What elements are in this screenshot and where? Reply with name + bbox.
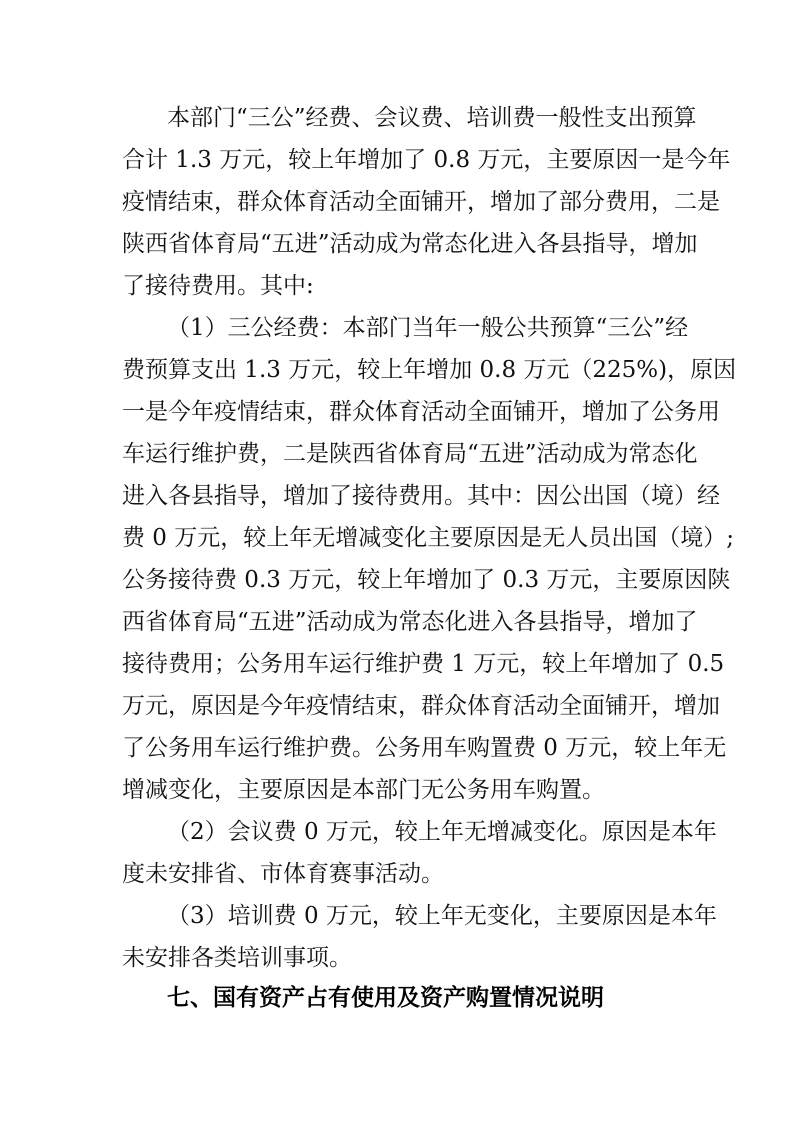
paragraph-line: 万元，原因是今年疫情结束，群众体育活动全面铺开，增加 [122, 693, 720, 719]
paragraph-line: 进入各县指导，增加了接待费用。其中：因公出国（境）经 [122, 483, 720, 509]
paragraph-line: 本部门“三公”经费、会议费、培训费一般性支出预算 [167, 105, 697, 131]
paragraph-line: 接待费用；公务用车运行维护费 1 万元，较上年增加了 0.5 [122, 651, 725, 677]
paragraph-line: 未安排各类培训事项。 [122, 945, 352, 971]
paragraph-line: 增减变化，主要原因是本部门无公务用车购置。 [122, 777, 605, 803]
paragraph-line: （1）三公经费：本部门当年一般公共预算“三公”经 [167, 315, 689, 341]
paragraph-line: 了公务用车运行维护费。公务用车购置费 0 万元，较上年无 [122, 735, 727, 761]
section-heading: 七、国有资产占有使用及资产购置情况说明 [167, 985, 604, 1011]
paragraph-line: 疫情结束，群众体育活动全面铺开，增加了部分费用，二是 [122, 189, 720, 215]
paragraph-line: 陕西省体育局“五进”活动成为常态化进入各县指导，增加 [122, 231, 698, 257]
paragraph-line: 合计 1.3 万元，较上年增加了 0.8 万元，主要原因一是今年 [122, 147, 731, 173]
paragraph-line: 一是今年疫情结束，群众体育活动全面铺开，增加了公务用 [122, 399, 720, 425]
paragraph-line: （3）培训费 0 万元，较上年无变化，主要原因是本年 [167, 903, 717, 929]
paragraph-line: （2）会议费 0 万元，较上年无增减变化。原因是本年 [167, 819, 717, 845]
paragraph-line: 车运行维护费，二是陕西省体育局“五进”活动成为常态化 [122, 441, 698, 467]
paragraph-line: 度未安排省、市体育赛事活动。 [122, 861, 444, 887]
paragraph-line: 费 0 万元，较上年无增减变化主要原因是无人员出国（境）; [122, 525, 735, 551]
paragraph-line: 费预算支出 1.3 万元，较上年增加 0.8 万元（225%)，原因 [122, 357, 737, 383]
paragraph-line: 公务接待费 0.3 万元，较上年增加了 0.3 万元，主要原因陕 [122, 567, 731, 593]
paragraph-line: 西省体育局“五进”活动成为常态化进入各县指导，增加了 [122, 609, 698, 635]
paragraph-line: 了接待费用。其中: [122, 273, 314, 299]
